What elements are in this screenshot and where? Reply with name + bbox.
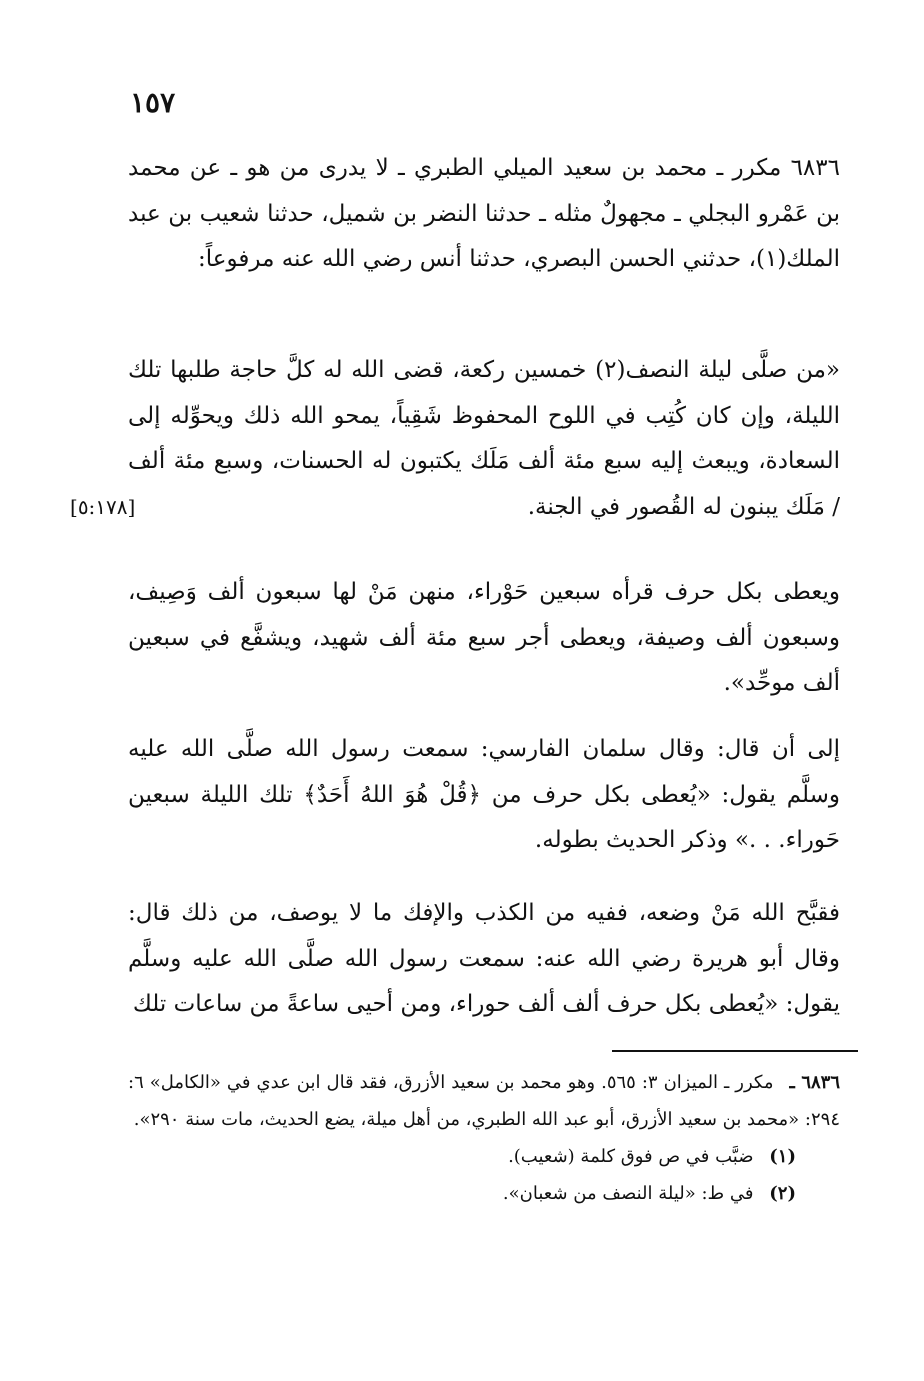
- footnote-1: [128, 1138, 840, 1175]
- paragraph-hadith-text: [128, 348, 840, 530]
- footnote-number: (٢): [769, 1183, 796, 1204]
- paragraph-text: ٦٨٣٦ مكرر ـ محمد بن سعيد الميلي الطبري ـ لا يدرى من هو ـ عن محمد بن عَمْرو البجلي ـ مجهولٌ مثله ـ حدثنا النضر بن شميل، حدثنا شعيب بن عبد الملك(١)، حدثني الحسن البصري، حدثنا أنس رضي الله عنه مرفوعاً:: [128, 155, 840, 272]
- paragraph-rewards: [128, 570, 840, 707]
- paragraph-text: «من صلَّى ليلة النصف(٢) خمسين ركعة، قضى الله له كلَّ حاجة طلبها تلك الليلة، وإن كان كُتِب في اللوح المحفوظ شَقِياً، يمحو الله ذلك ويحوِّله إلى السعادة، ويبعث إليه سبع مئة ألف مَلَك يكتبون له الحسنات، وسبع مئة ألف / مَلَك يبنون له القُصور في الجنة.: [128, 357, 840, 520]
- paragraph-text: فقبَّح الله مَنْ وضعه، ففيه من الكذب والإفك ما لا يوصف، من ذلك قال: وقال أبو هريرة رضي الله عنه: سمعت رسول الله صلَّى الله عليه وسلَّم يقول: «يُعطى بكل حرف ألف ألف حوراء، ومن أحيى ساعةً من ساعات تلك: [128, 900, 840, 1017]
- footnote-text: في ط: «ليلة النصف من شعبان».: [502, 1183, 754, 1204]
- paragraph-text: إلى أن قال: وقال سلمان الفارسي: سمعت رسول الله صلَّى الله عليه وسلَّم يقول: «يُعطى بكل حرف من ﴿قُلْ هُوَ اللهُ أَحَدٌ﴾ تلك الليلة سبعين حَوراء. . .» وذكر الحديث بطوله.: [128, 736, 840, 853]
- footnotes: [128, 1064, 840, 1212]
- footnote-main-text: مكرر ـ الميزان ٣: ٥٦٥. وهو محمد بن سعيد الأزرق، فقد قال ابن عدي في «الكامل» ٦: ٢٩٤: «محمد بن سعيد الأزرق، أبو عبد الله الطبري، من أهل ميلة، يضع الحديث، مات سنة ٢٩٠».: [128, 1072, 840, 1130]
- footnote-text: ضبَّب في ص فوق كلمة (شعيب).: [508, 1146, 754, 1167]
- paragraph-commentary: [128, 891, 840, 1028]
- footnote-main: [128, 1064, 840, 1138]
- page-number: ١٥٧: [130, 86, 176, 119]
- paragraph-salman: [128, 727, 840, 864]
- footnote-number: (١): [769, 1146, 796, 1167]
- footnote-2: [128, 1175, 840, 1212]
- paragraph-hadith-chain: [128, 146, 840, 283]
- footnote-main-number: ٦٨٣٦ ـ: [789, 1072, 840, 1093]
- side-reference: [٥:١٧٨]: [70, 495, 136, 519]
- paragraph-text: ويعطى بكل حرف قرأه سبعين حَوْراء، منهن مَنْ لها سبعون ألف وَصِيف، وسبعون ألف وصيفة، ويعطى أجر سبع مئة ألف شهيد، ويشفَّع في سبعين ألف موحِّد».: [128, 579, 840, 696]
- footnote-divider: [612, 1050, 858, 1052]
